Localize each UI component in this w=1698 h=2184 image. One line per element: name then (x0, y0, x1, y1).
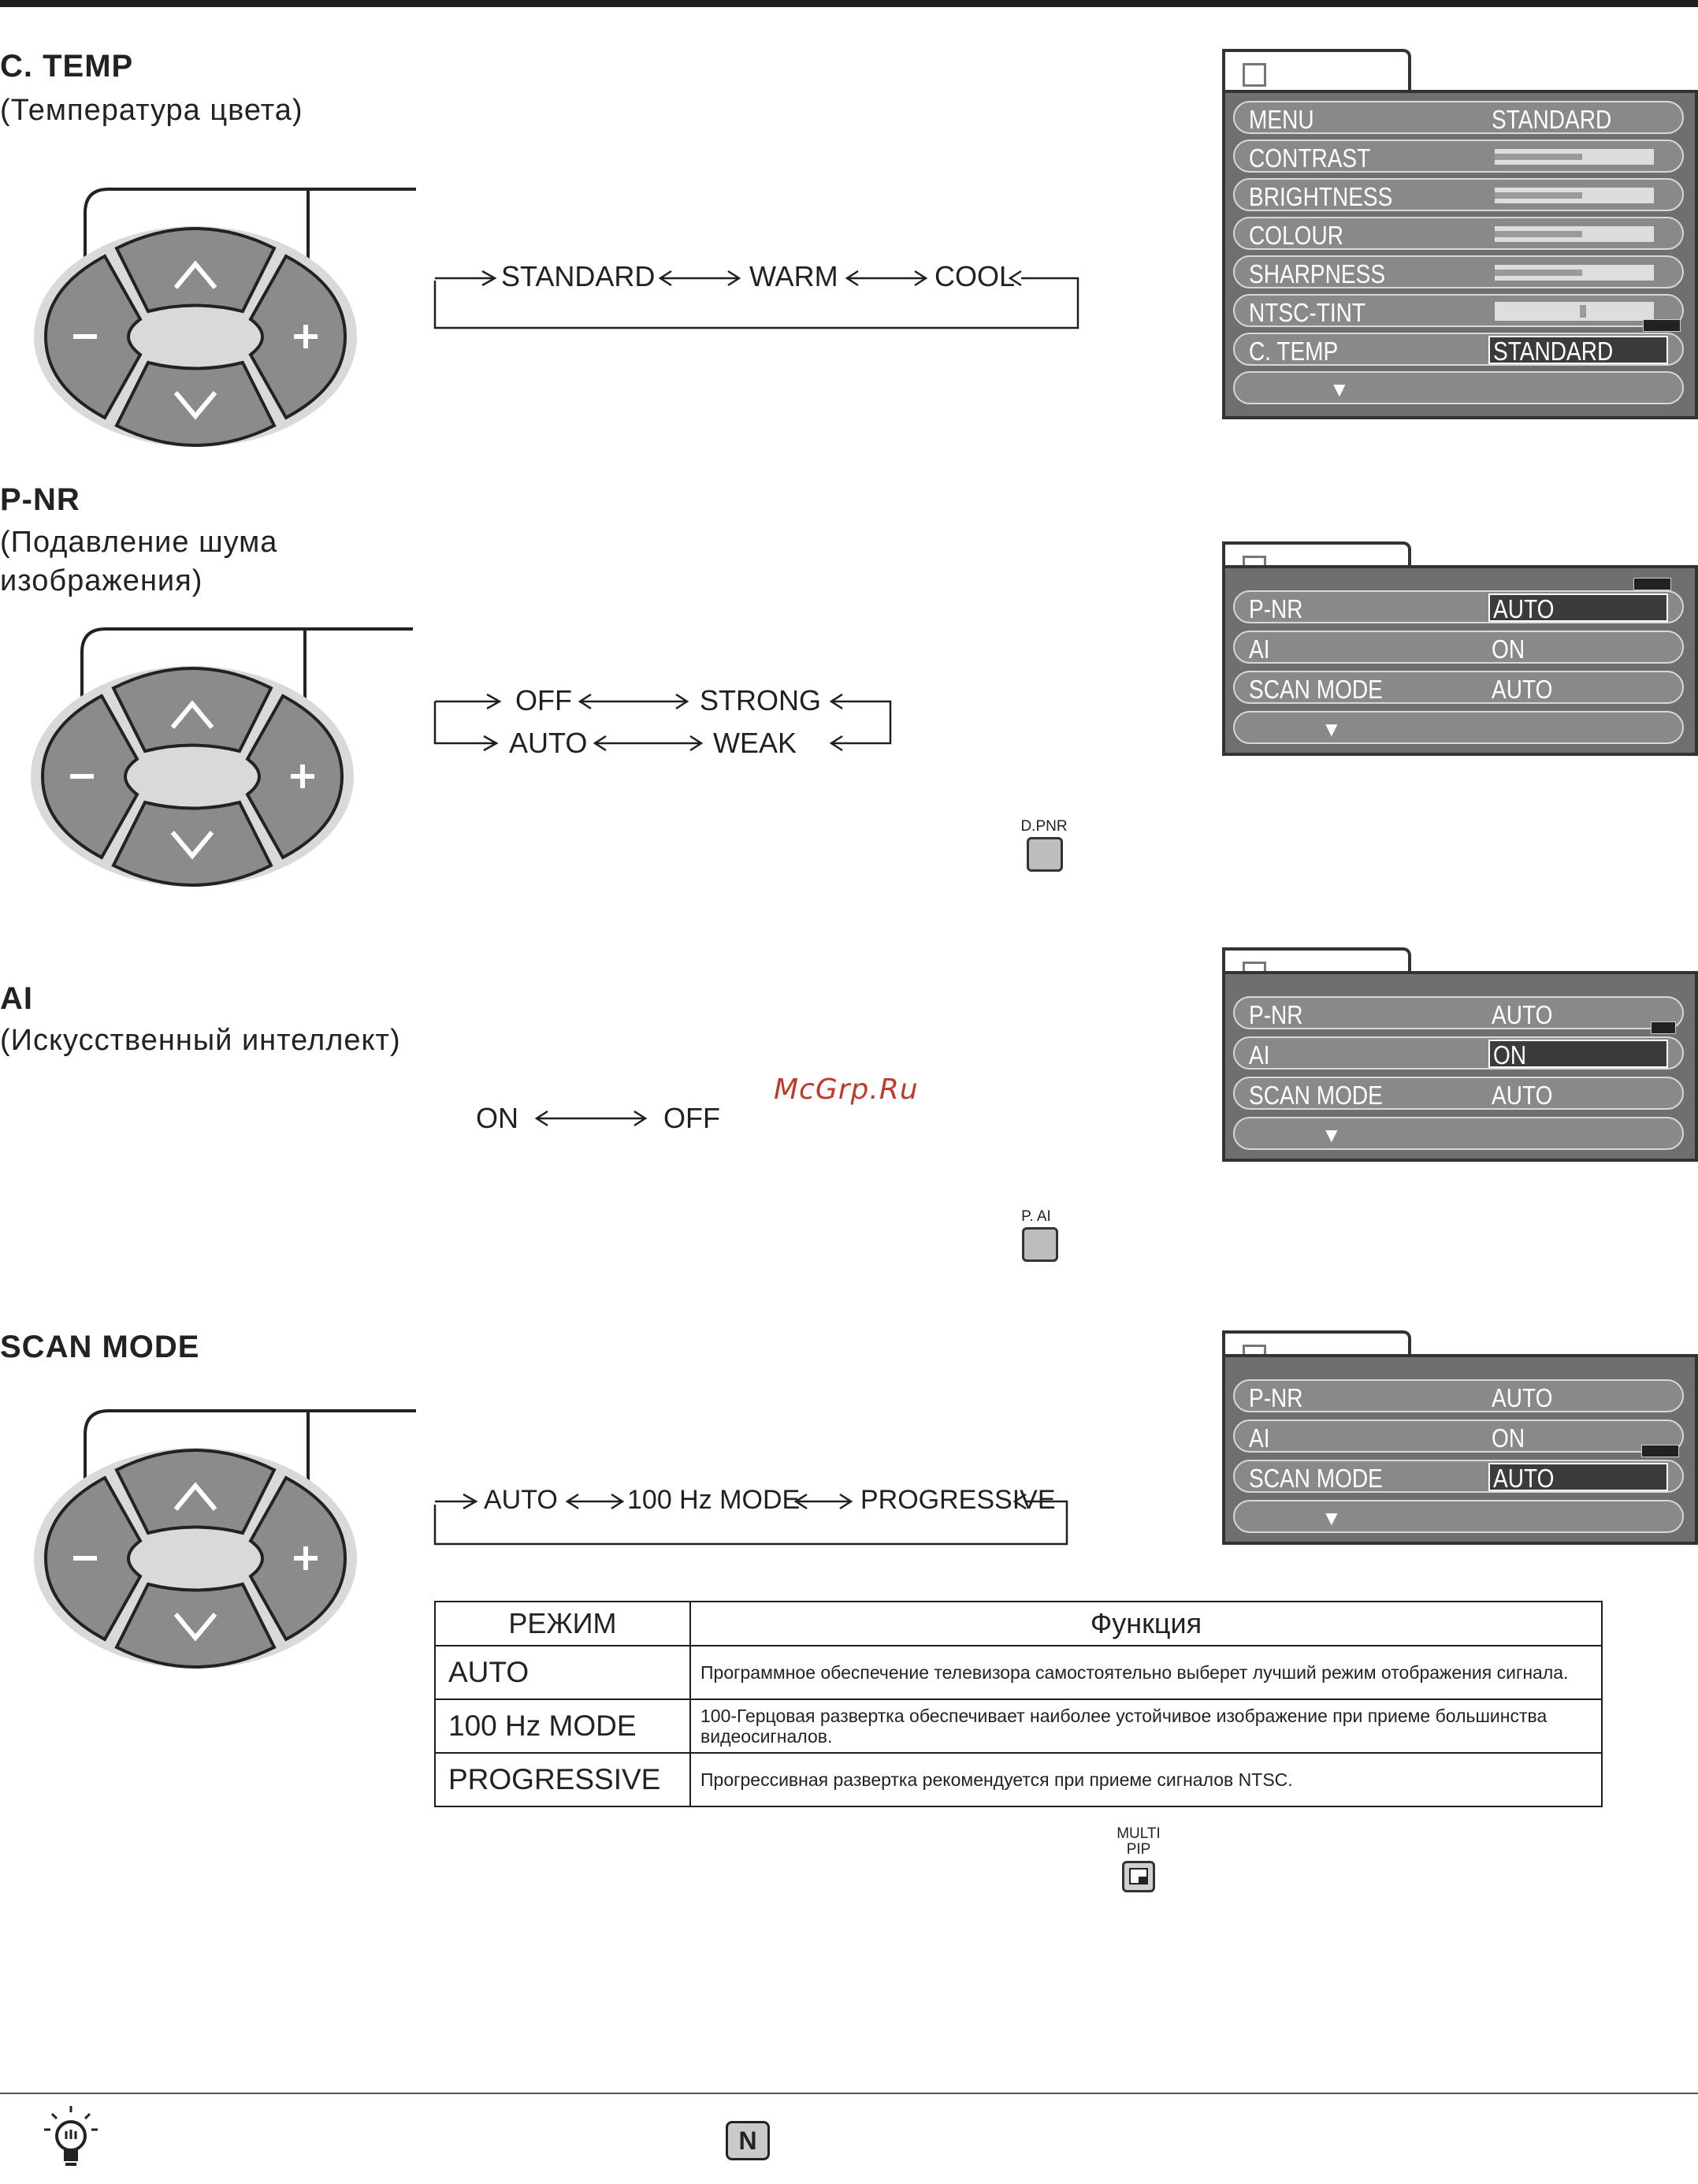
osd-row-colour: COLOUR (1233, 217, 1684, 250)
down-arrow-icon: ▼ (1321, 717, 1342, 741)
osd-row-ctemp: C. TEMP STANDARD (1233, 333, 1684, 366)
flow-strong: STRONG (700, 684, 822, 716)
flow-weak: WEAK (713, 727, 797, 759)
osd-row-ai: AI ON (1233, 1036, 1684, 1070)
flow-on: ON (476, 1102, 518, 1134)
osd-row-menu: MENU STANDARD (1233, 101, 1684, 134)
top-rule (0, 0, 1698, 7)
flow-progressive: PROGRESSIVE (860, 1485, 1056, 1515)
flow-100hz: 100 Hz MODE (627, 1485, 801, 1515)
multipip-button-label: MULTI PIP (1117, 1825, 1161, 1858)
osd-tab (1222, 49, 1411, 96)
osd-row-brightness: BRIGHTNESS (1233, 178, 1684, 211)
remote-control-pad (30, 1403, 424, 1679)
flow-standard: STANDARD (501, 260, 656, 292)
pnr-flow-arrows (433, 686, 898, 765)
osd-scan-menu (1222, 1330, 1698, 1550)
osd-row-pnr: P-NR AUTO (1233, 996, 1684, 1029)
down-arrow-icon: ▼ (1329, 378, 1350, 401)
section-title-scan-mode: SCAN MODE (0, 1330, 200, 1364)
section-subtitle-ctemp: (Температура цвета) (0, 94, 303, 127)
osd-picture-menu (1222, 49, 1698, 419)
dpnr-button-label: D.PNR (1020, 818, 1068, 835)
osd-pnr-menu (1222, 541, 1698, 761)
osd-row-more (1233, 371, 1684, 404)
osd-ai-menu (1222, 947, 1698, 1166)
multipip-button[interactable] (1122, 1861, 1155, 1892)
osd-scroll-indicator (1643, 319, 1681, 332)
flow-auto: AUTO (484, 1485, 558, 1515)
flow-off: OFF (663, 1102, 720, 1134)
bottom-rule (0, 2093, 1698, 2094)
dpnr-button[interactable] (1027, 837, 1063, 872)
watermark: McGrp.Ru (774, 1073, 919, 1106)
pai-button[interactable] (1022, 1227, 1058, 1262)
table-header-function: Функция (690, 1602, 1602, 1646)
section-subtitle-ai: (Искусственный интеллект) (0, 1024, 401, 1057)
down-arrow-icon: ▼ (1321, 1123, 1342, 1147)
section-title-pnr: P-NR (0, 482, 80, 517)
osd-row-more (1233, 1117, 1684, 1150)
menu-icon (1243, 63, 1266, 87)
section-title-ctemp: C. TEMP (0, 49, 134, 84)
osd-row-ntsc-tint: NTSC-TINT (1233, 294, 1684, 327)
osd-row-scan-mode: SCAN MODE AUTO (1233, 671, 1684, 704)
osd-row-pnr: P-NR AUTO (1233, 1379, 1684, 1412)
remote-control-pad (30, 181, 424, 457)
osd-row-contrast: CONTRAST (1233, 140, 1684, 173)
osd-row-more (1233, 711, 1684, 744)
table-row: AUTO Программное обеспечение телевизора самостоятельно выберет лучший режим отображения сигнала. (435, 1646, 1602, 1699)
osd-row-scan-mode: SCAN MODE AUTO (1233, 1077, 1684, 1110)
down-arrow-icon: ▼ (1321, 1506, 1342, 1530)
osd-row-ai: AI ON (1233, 1419, 1684, 1453)
osd-row-ai: AI ON (1233, 631, 1684, 664)
osd-row-sharpness: SHARPNESS (1233, 255, 1684, 288)
flow-cool: COOL (934, 260, 1016, 292)
table-row: 100 Hz MODE 100-Герцовая развертка обеспечивает наиболее устойчивое изображение при приеме большинства видеосигналов. (435, 1699, 1602, 1753)
pai-button-label: P. AI (1021, 1208, 1051, 1225)
osd-scroll-indicator (1651, 1021, 1676, 1034)
remote-control-pad (27, 621, 421, 897)
section-title-ai: AI (0, 981, 33, 1016)
ai-flow-arrow (532, 1107, 650, 1131)
osd-row-more (1233, 1500, 1684, 1533)
osd-row-scan-mode: SCAN MODE AUTO (1233, 1460, 1684, 1493)
n-badge: N (726, 2121, 770, 2160)
scan-mode-table (434, 1601, 1603, 1807)
section-subtitle-pnr-1: (Подавление шума (0, 526, 278, 559)
table-row: PROGRESSIVE Прогрессивная развертка рекомендуется при приеме сигналов NTSC. (435, 1753, 1602, 1806)
flow-off: OFF (515, 684, 572, 716)
remote-up-key (117, 229, 274, 311)
pip-icon (1129, 1868, 1148, 1884)
flow-warm: WARM (749, 260, 838, 292)
table-header-mode: РЕЖИМ (435, 1602, 690, 1646)
osd-row-pnr: P-NR AUTO (1233, 590, 1684, 623)
tip-lightbulb-icon (39, 2106, 102, 2177)
section-subtitle-pnr-2: изображения) (0, 564, 203, 597)
flow-auto: AUTO (509, 727, 588, 759)
osd-scroll-indicator (1641, 1445, 1679, 1457)
remote-down-key (117, 363, 274, 445)
osd-scroll-indicator (1633, 578, 1671, 590)
